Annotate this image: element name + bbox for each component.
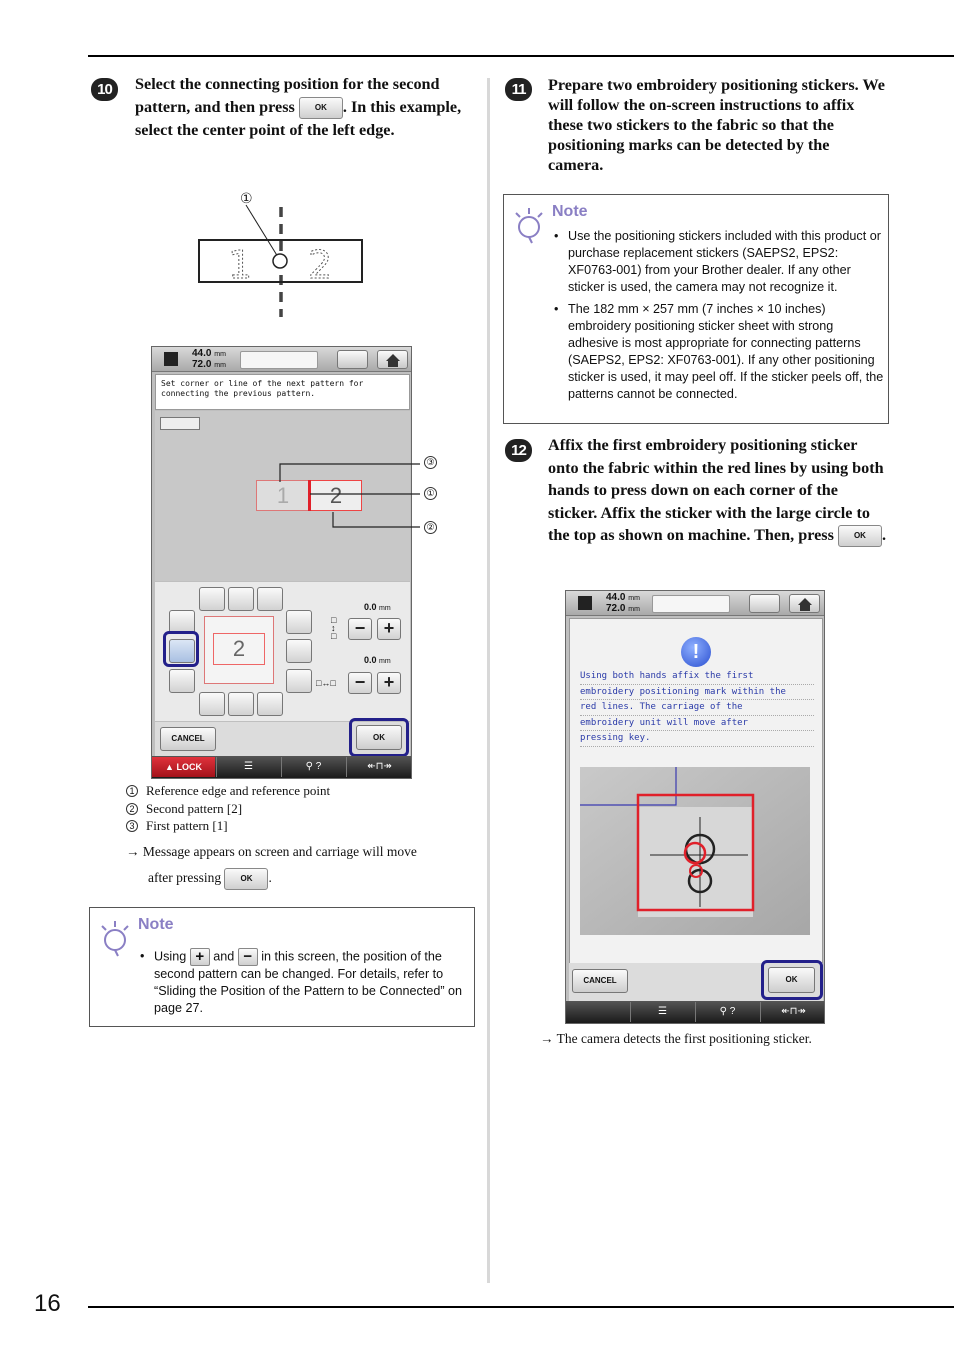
horizontal-adjust-icon: □↔□ — [316, 678, 336, 688]
vertical-plus-button[interactable]: + — [377, 618, 401, 640]
note-box-left — [89, 907, 475, 1027]
screen2-dimensions: 44.0 mm 72.0 mm — [606, 592, 640, 614]
step-10-text-b: . In this example, select the center point of the left edge. — [135, 97, 462, 139]
screen2-message-panel — [569, 618, 823, 998]
screen1-message: Set corner or line of the next pattern for connecting the previous pattern. — [161, 379, 364, 398]
pos-top-center-button[interactable] — [228, 587, 254, 611]
screen1-message-area — [155, 374, 410, 410]
horizontal-offset-value: 0.0 mm — [364, 655, 391, 665]
hoop-frame-icons — [240, 351, 318, 369]
presser-foot-icon[interactable]: ↞⊓↠ — [346, 757, 412, 777]
step-10-result — [126, 839, 476, 891]
legend-item: 2 Second pattern [2] — [126, 800, 330, 818]
note-right-item: • Use the positioning stickers included with this product or purchase replacement stickers (SAEPS2, EPS2: XF0763-001) from your Brother dealer. If any other sticker is used, the camera may not recognize it. — [554, 228, 886, 296]
home-button[interactable] — [789, 594, 820, 613]
pattern-thumbnails — [160, 417, 200, 430]
info-icon: ! — [681, 637, 711, 667]
screen2-top-bar — [566, 591, 824, 616]
home-button[interactable] — [377, 350, 408, 369]
note-box-right — [503, 194, 889, 424]
vertical-offset-value: 0.0 mm — [364, 602, 391, 612]
step-10-text — [135, 73, 475, 141]
first-pattern-preview: 1 — [256, 480, 310, 511]
pos-bottom-right-button[interactable] — [257, 692, 283, 716]
vertical-adjust-icon: □ ↕ □ — [331, 615, 337, 641]
callout-3: ③ — [424, 456, 437, 469]
diagram-pattern-1: 1 — [228, 243, 253, 287]
list-icon[interactable]: ☰ — [216, 757, 280, 777]
pos-left-bottom-button[interactable] — [169, 669, 195, 693]
embroidery-size-icon — [164, 352, 178, 366]
second-pattern-preview: 2 — [310, 480, 362, 511]
screen1-bottom-bar — [152, 756, 411, 778]
help-icon[interactable]: ⚲ ? — [695, 1002, 759, 1022]
legend-item: 1 Reference edge and reference point — [126, 782, 330, 800]
vertical-minus-button[interactable]: − — [348, 618, 372, 640]
screen1-control-area — [155, 582, 410, 721]
note-right-item: • The 182 mm × 257 mm (7 inches × 10 inches) embroidery positioning sticker sheet with strong adhesive is most appropriate for connecting patterns (SAEPS2, EPS2: XF0763-001). If any other positioning sticker is used, it may peel off. If the sticker peels off, the patterns cannot be connected. — [554, 301, 886, 403]
note-left-list — [140, 948, 470, 1022]
horizontal-minus-button[interactable]: − — [348, 672, 372, 694]
diagram-pattern-2: 2 — [308, 243, 333, 287]
help-icon[interactable]: ⚲ ? — [281, 757, 345, 777]
horizontal-plus-button[interactable]: + — [377, 672, 401, 694]
result-line-2: after pressing OK . — [126, 865, 476, 891]
screen1-callouts — [270, 450, 445, 540]
minus-button-inline: − — [238, 948, 258, 966]
cancel-button[interactable]: CANCEL — [572, 969, 628, 993]
pos-right-top-button[interactable] — [286, 610, 312, 634]
step-12-result: → The camera detects the first positioning sticker. — [540, 1031, 812, 1046]
ok-button-inline: OK — [299, 97, 343, 119]
step-12-text-a: Affix the first embroidery positioning sticker onto the fabric within the red lines by using both hands to press down on each corner of the sticker. Affix the sticker with the large circle to the top as shown on machine. Then, press — [548, 436, 884, 544]
pos-top-left-button[interactable] — [199, 587, 225, 611]
ok-button[interactable]: OK — [768, 967, 815, 993]
pos-bottom-left-button[interactable] — [199, 692, 225, 716]
bottom-rule — [88, 1306, 954, 1308]
screen2-bottom-bar — [566, 1001, 824, 1023]
embroidery-size-icon — [578, 596, 592, 610]
home-icon — [386, 354, 400, 361]
lock-button[interactable]: ▲ LOCK — [152, 757, 215, 777]
left-center-highlight — [163, 631, 199, 667]
note-lightbulb-icon — [512, 205, 546, 245]
note-lightbulb-icon — [98, 918, 132, 958]
machine-screen-connect-position — [151, 346, 412, 779]
screen1-top-bar — [152, 347, 411, 372]
ok-button[interactable]: OK — [356, 725, 402, 750]
camera-view-button[interactable] — [337, 350, 368, 369]
callout-2: ② — [424, 521, 437, 534]
machine-screen-affix-sticker — [565, 590, 825, 1024]
pos-right-center-button[interactable] — [286, 639, 312, 663]
screen1-dimensions: 44.0 mm 72.0 mm — [192, 348, 226, 370]
note-right-title: Note — [552, 203, 588, 220]
list-icon[interactable]: ☰ — [630, 1002, 694, 1022]
step-12-badge: 12 — [505, 439, 532, 462]
presser-foot-icon[interactable]: ↞⊓↠ — [760, 1002, 825, 1022]
screen1-button-row — [155, 722, 410, 758]
step-10-badge: 10 — [91, 78, 118, 101]
screen2-message: Using both hands affix the first embroidery positioning mark within the red lines. The carriage of the embroidery unit will move after pressing key. — [580, 669, 814, 747]
step-12-text: Affix the first embroidery positioning sticker onto the fabric within the red lines by using both hands to press down on each corner of the sticker. Affix the sticker with the large circle to the top as shown on machine. Then, press OK . — [548, 434, 888, 547]
blank-slot — [566, 1002, 629, 1022]
ok-button-inline-3: OK — [838, 525, 882, 547]
note-left-item: • Using + and − in this screen, the position of the second pattern can be changed. For details, refer to “Sliding the Position of the Pattern to be Connected” on page 27. — [140, 948, 470, 1017]
second-pattern-thumbnail: 2 — [204, 616, 274, 684]
screen2-button-row — [569, 963, 823, 1001]
camera-view-button[interactable] — [749, 594, 780, 613]
column-divider — [487, 78, 490, 1283]
note-left-title: Note — [138, 916, 174, 933]
page-number: 16 — [34, 1290, 61, 1317]
callout-1: ① — [424, 487, 437, 500]
pos-top-right-button[interactable] — [257, 587, 283, 611]
diagram-callout: ① — [240, 191, 253, 207]
legend-item: 3 First pattern [1] — [126, 817, 330, 835]
hoop-frame-icons — [652, 595, 730, 613]
home-icon — [798, 598, 812, 605]
step-10-text-a: Select the connecting position for the second pattern, and then press — [135, 75, 440, 116]
step-11-text: Prepare two embroidery positioning stickers. We will follow the on-screen instructions to affix these two stickers to the fabric so that the positioning marks can be detected by the camera. — [548, 76, 885, 174]
camera-view — [580, 767, 810, 935]
legend — [126, 782, 330, 835]
cancel-button[interactable]: CANCEL — [160, 727, 216, 751]
ok-button-inline-2: OK — [224, 868, 268, 890]
note-right-list — [554, 228, 886, 408]
top-rule — [88, 55, 954, 57]
step-11-badge: 11 — [505, 78, 532, 101]
pos-right-bottom-button[interactable] — [286, 669, 312, 693]
pos-bottom-center-button[interactable] — [228, 692, 254, 716]
result-line-1: → Message appears on screen and carriage will move — [126, 844, 417, 859]
connection-diagram — [190, 185, 370, 325]
plus-button-inline: + — [190, 948, 210, 966]
